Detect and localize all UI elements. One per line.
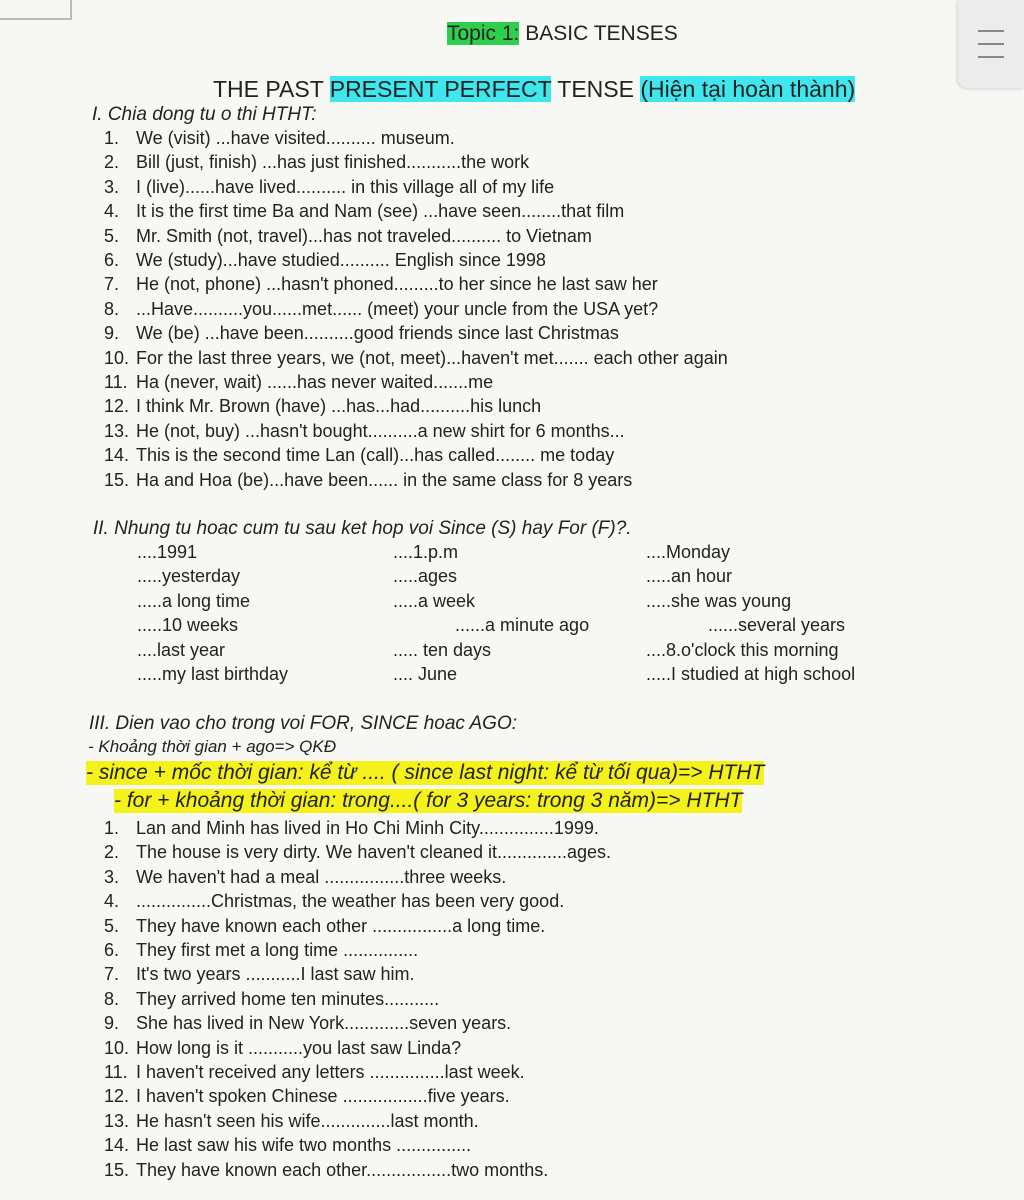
list-item [104,1038,461,1059]
list-item [104,916,545,937]
list-item [104,867,506,888]
match-item: ....8.o'clock this morning [646,639,839,660]
match-item: .....I studied at high school [646,664,856,684]
item-number: 7. [104,274,120,295]
match-item: .....yesterday [137,566,241,587]
item-text: They have known each other.................two months. [136,1159,549,1180]
topic-label: Topic 1: [447,22,520,45]
match-item: ....last year [137,639,226,660]
item-text: We (study)...have studied.......... English since 1998 [136,250,546,270]
item-number: 9. [104,323,120,344]
item-number: 4. [104,201,120,222]
item-text: This is the second time Lan (call)...has called........ me today [136,445,615,466]
item-number: 13. [104,1110,130,1131]
list-item [104,445,614,466]
hamburger-icon [978,30,1004,32]
item-number: 10. [104,347,130,368]
list-item [104,299,658,320]
item-text: For the last three years, we (not, meet)...haven't met....... each other again [136,347,728,368]
list-item [104,274,658,295]
list-item [104,201,624,222]
item-number: 15. [104,469,130,490]
item-number: 2. [104,152,120,173]
item-text: He hasn't seen his wife..............last month. [136,1110,479,1131]
match-item: ..... ten days [393,639,492,660]
item-text: We haven't had a meal ................three weeks. [136,866,507,887]
item-text: I haven't received any letters ...............last week. [136,1062,525,1082]
menu-button[interactable] [958,0,1024,88]
item-text: Bill (just, finish) ...has just finished...........the work [136,152,530,173]
item-text: Mr. Smith (not, travel)...has not traveled.......... to Vietnam [136,225,592,246]
list-item [104,177,554,198]
item-text: They arrived home ten minutes........... [136,988,440,1009]
list-item [104,1062,525,1083]
match-item: ......several years [708,615,846,636]
item-number: 15. [104,1159,130,1180]
section3-rule-since: - since + mốc thời gian: kể từ .... ( since last night: kể từ tối qua)=> HTHT [86,761,765,784]
list-item [104,226,592,247]
item-number: 10. [104,1037,130,1058]
match-item: .....she was young [646,590,792,611]
item-number: 1. [104,128,120,148]
item-number: 3. [104,866,120,887]
list-item [104,1160,548,1181]
item-text: They first met a long time ............... [136,940,419,960]
list-item [104,421,625,442]
item-text: Ha (never, wait) ......has never waited.......me [136,372,494,392]
item-number: 14. [104,445,130,466]
list-item [104,1086,510,1107]
item-text: We (be) ...have been..........good friends since last Christmas [136,323,619,344]
item-number: 13. [104,420,130,441]
match-item: .....a week [393,590,476,611]
section1-title: I. Chia dong tu o thi HTHT: [92,104,317,125]
list-item [104,128,455,149]
list-item [104,250,546,271]
list-item [104,396,541,417]
item-text: I think Mr. Brown (have) ...has...had..........his lunch [136,396,542,417]
item-number: 9. [104,1013,120,1034]
list-item [104,842,611,863]
list-item [104,152,529,173]
topic-title: BASIC TENSES [525,22,678,45]
item-number: 5. [104,225,120,246]
match-item: ....Monday [646,542,731,562]
subtitle-highlight: PRESENT PERFECT [329,76,552,102]
match-item: .....ages [393,566,458,587]
subtitle-prefix: THE PAST [213,76,324,102]
list-item [104,964,415,985]
item-number: 14. [104,1135,130,1156]
list-item [104,989,439,1010]
item-number: 5. [104,915,120,936]
section2-title: II. Nhung tu hoac cum tu sau ket hop voi Since (S) hay For (F)?. [93,518,632,539]
list-item [104,372,493,393]
item-text: I (live)......have lived.......... in this village all of my life [136,176,555,197]
item-text: Lan and Minh has lived in Ho Chi Minh City...............1999. [136,818,599,838]
item-number: 6. [104,250,120,270]
item-text: It's two years ...........I last saw him. [136,964,415,985]
list-item [104,1111,479,1132]
match-item: .... June [393,664,458,684]
match-item: .....my last birthday [137,664,289,684]
item-number: 3. [104,176,120,197]
item-text: He (not, buy) ...hasn't bought..........a new shirt for 6 months... [136,420,625,441]
item-text: He (not, phone) ...hasn't phoned.........to her since he last saw her [136,274,658,295]
subtitle-middle: TENSE [557,76,634,102]
match-item: ....1991 [137,542,198,562]
item-number: 6. [104,940,120,960]
item-text: ...............Christmas, the weather has been very good. [136,891,565,912]
item-text: It is the first time Ba and Nam (see) ...have seen........that film [136,201,625,222]
list-item [104,470,632,491]
section3-note: - Khoảng thời gian + ago=> QKĐ [88,737,336,756]
item-number: 1. [104,818,120,838]
subtitle-vietnamese: (Hiện tại hoàn thành) [640,76,856,102]
page-subtitle [213,76,855,103]
list-item [104,1135,471,1156]
item-number: 11. [104,1062,128,1082]
item-text: The house is very dirty. We haven't cleaned it..............ages. [136,842,611,863]
list-item [104,323,619,344]
topic-heading [447,22,678,46]
list-item [104,1013,511,1034]
item-number: 7. [104,964,120,985]
item-number: 12. [104,1086,130,1107]
item-number: 12. [104,396,130,417]
section3-title: III. Dien vao cho trong voi FOR, SINCE hoac AGO: [89,713,518,734]
match-item: ....1.p.m [393,542,459,562]
match-item: .....a long time [137,590,251,611]
item-number: 2. [104,842,120,863]
list-item [104,348,728,369]
item-text: I haven't spoken Chinese .................five years. [136,1086,510,1107]
list-item [104,940,418,961]
item-text: They have known each other ................a long time. [136,915,546,936]
item-text: He last saw his wife two months ............... [136,1135,472,1156]
match-item: .....an hour [646,566,733,587]
page-corner-mark [0,0,72,20]
item-text: Ha and Hoa (be)...have been...... in the same class for 8 years [136,469,633,490]
item-text: ...Have..........you......met...... (meet) your uncle from the USA yet? [136,298,659,319]
item-number: 4. [104,891,120,912]
section3-rule-for: - for + khoảng thời gian: trong....( for 3 years: trong 3 năm)=> HTHT [114,789,743,812]
item-number: 11. [104,372,128,392]
item-text: We (visit) ...have visited.......... museum. [136,128,455,148]
item-number: 8. [104,298,120,319]
list-item [104,818,599,839]
match-item: .....10 weeks [137,615,239,636]
item-text: How long is it ...........you last saw Linda? [136,1037,462,1058]
match-item: ......a minute ago [455,615,590,636]
list-item [104,891,564,912]
item-text: She has lived in New York.............seven years. [136,1013,512,1034]
item-number: 8. [104,988,120,1009]
